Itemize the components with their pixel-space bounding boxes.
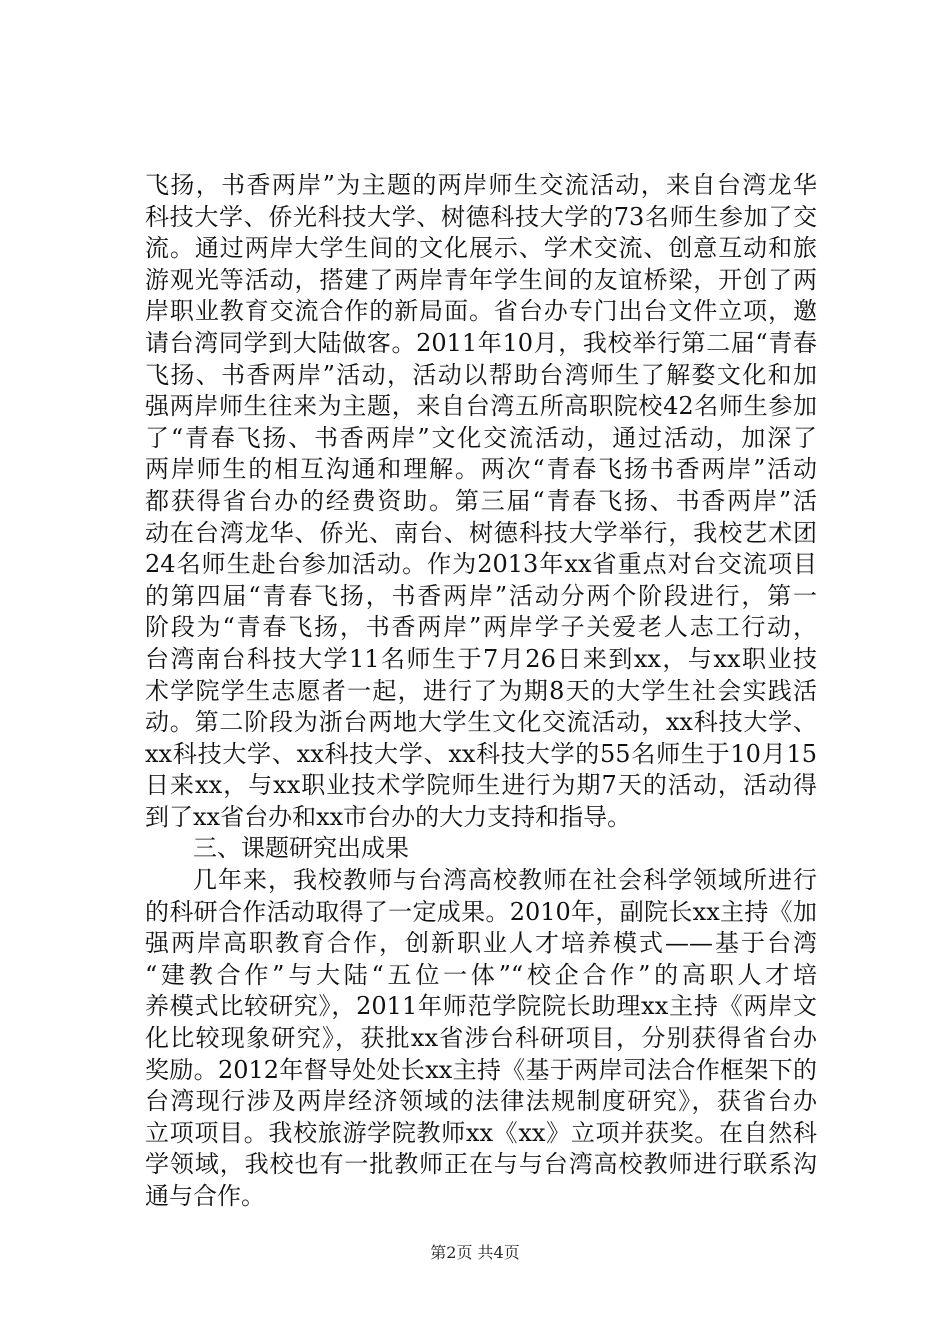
- text-line: 动。第二阶段为浙台两地大学生文化交流活动，xx科技大学、: [145, 708, 817, 737]
- text-line: 动在台湾龙华、侨光、南台、树德科技大学举行，我校艺术团: [145, 518, 817, 547]
- text-line: 流。通过两岸大学生间的文化展示、学术交流、创意互动和旅: [145, 234, 817, 263]
- text-line: 台湾南台科技大学11名师生于7月26日来到xx，与xx职业技: [145, 644, 817, 673]
- text-line: 立项项目。我校旅游学院教师xx《xx》立项并获奖。在自然科: [145, 1118, 817, 1147]
- page-number-footer: 第2页 共4页: [430, 1243, 520, 1262]
- text-line: “建教合作”与大陆“五位一体”“校企合作”的高职人才培: [145, 960, 817, 989]
- document-body: [145, 170, 817, 1213]
- text-line: 都获得省台办的经费资助。第三届“青春飞扬、书香两岸”活: [145, 486, 817, 515]
- text-line: 飞扬、书香两岸”活动，活动以帮助台湾师生了解婺文化和加: [145, 360, 817, 389]
- text-line: 通与合作。: [145, 1182, 265, 1210]
- text-line: 日来xx，与xx职业技术学院师生进行为期7天的活动，活动得: [145, 771, 817, 800]
- text-line: 化比较现象研究》，获批xx省涉台科研项目，分别获得省台办: [145, 1024, 817, 1053]
- text-line: xx科技大学、xx科技大学、xx科技大学的55名师生于10月15: [145, 739, 817, 768]
- text-line: 台湾现行涉及两岸经济领域的法律法规制度研究》，获省台办: [145, 1087, 817, 1116]
- text-line: 学领域，我校也有一批教师正在与与台湾高校教师进行联系沟: [145, 1150, 817, 1179]
- paragraph-exchange-activities: [145, 170, 817, 833]
- text-line: 24名师生赴台参加活动。作为2013年xx省重点对台交流项目: [145, 550, 817, 579]
- text-line: 养模式比较研究》，2011年师范学院院长助理xx主持《两岸文: [145, 992, 817, 1021]
- text-line: 的第四届“青春飞扬，书香两岸”活动分两个阶段进行，第一: [145, 581, 817, 610]
- text-line: 术学院学生志愿者一起，进行了为期8天的大学生社会实践活: [145, 676, 817, 705]
- section-heading: [145, 833, 817, 865]
- text-line: 强两岸师生往来为主题，来自台湾五所高职院校42名师生参加: [145, 392, 817, 421]
- text-line: 奖励。2012年督导处处长xx主持《基于两岸司法合作框架下的: [145, 1055, 817, 1084]
- text-line: 的科研合作活动取得了一定成果。2010年，副院长xx主持《加: [145, 897, 817, 926]
- text-line: 强两岸高职教育合作，创新职业人才培养模式——基于台湾: [145, 929, 817, 958]
- text-line: 请台湾同学到大陆做客。2011年10月，我校举行第二届“青春: [145, 328, 817, 357]
- text-line: 到了xx省台办和xx市台办的大力支持和指导。: [145, 802, 632, 831]
- text-line: 岸职业教育交流合作的新局面。省台办专门出台文件立项，邀: [145, 297, 817, 326]
- text-line: 了“青春飞扬、书香两岸”文化交流活动，通过活动，加深了: [145, 423, 817, 452]
- section-heading-text: 三、课题研究出成果: [193, 834, 409, 863]
- text-line: 阶段为“青春飞扬，书香两岸”两岸学子关爱老人志工行动，: [145, 613, 817, 642]
- text-line: 两岸师生的相互沟通和理解。两次“青春飞扬书香两岸”活动: [145, 455, 817, 484]
- text-line: 科技大学、侨光科技大学、树德科技大学的73名师生参加了交: [145, 202, 817, 231]
- text-line: 几年来，我校教师与台湾高校教师在社会科学领域所进行: [193, 866, 817, 895]
- paragraph-research-results: [145, 865, 817, 1213]
- text-line: 游观光等活动，搭建了两岸青年学生间的友谊桥梁，开创了两: [145, 265, 817, 294]
- text-line: 飞扬，书香两岸”为主题的两岸师生交流活动，来自台湾龙华: [145, 171, 817, 199]
